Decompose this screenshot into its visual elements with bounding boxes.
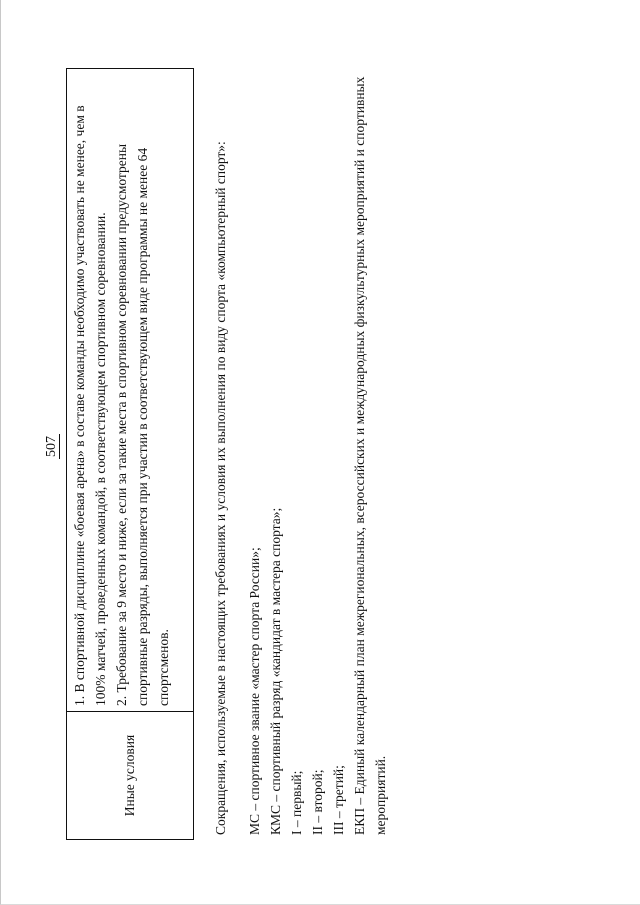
abbreviation-ms: МС – спортивное звание «мастер спорта России»; [247, 547, 262, 835]
abbreviations-section [210, 55, 391, 835]
conditions-table [66, 68, 194, 840]
table-label-cell: Иные условия [67, 711, 193, 839]
abbreviation-third: III – третий; [331, 765, 346, 835]
page-number: 507 [44, 436, 59, 457]
condition-item-2: 2. Требование за 9 место и ниже, если за такие места в спортивном соревновании предусмотрены спортивные разряды, выполняется при участии в соответствующем виде программы не менее 64 спортсменов. [114, 143, 171, 706]
abbreviation-second: II – второй; [310, 769, 325, 835]
abbreviations-intro: Сокращения, используемые в настоящих требованиях и условия их выполнения по виду спорта «компьютерный спорт»: [213, 141, 228, 835]
abbreviation-first: I – первый; [289, 770, 304, 835]
abbreviation-kms: КМС – спортивный разряд «кандидат в мастера спорта»; [268, 507, 283, 835]
table-content-cell [67, 69, 193, 711]
rotated-page-content [20, 15, 620, 885]
condition-item-1: 1. В спортивной дисциплине «боевая арена» в составе команды необходимо участвовать не менее, чем в 100% матчей, проведенных командой, в соответствующем спортивном соревновании. [72, 105, 108, 706]
abbreviation-ekp: ЕКП – Единый календарный план межрегиональных, всероссийских и международных физкультурных мероприятий и спортивных мероприятий. [352, 76, 388, 835]
